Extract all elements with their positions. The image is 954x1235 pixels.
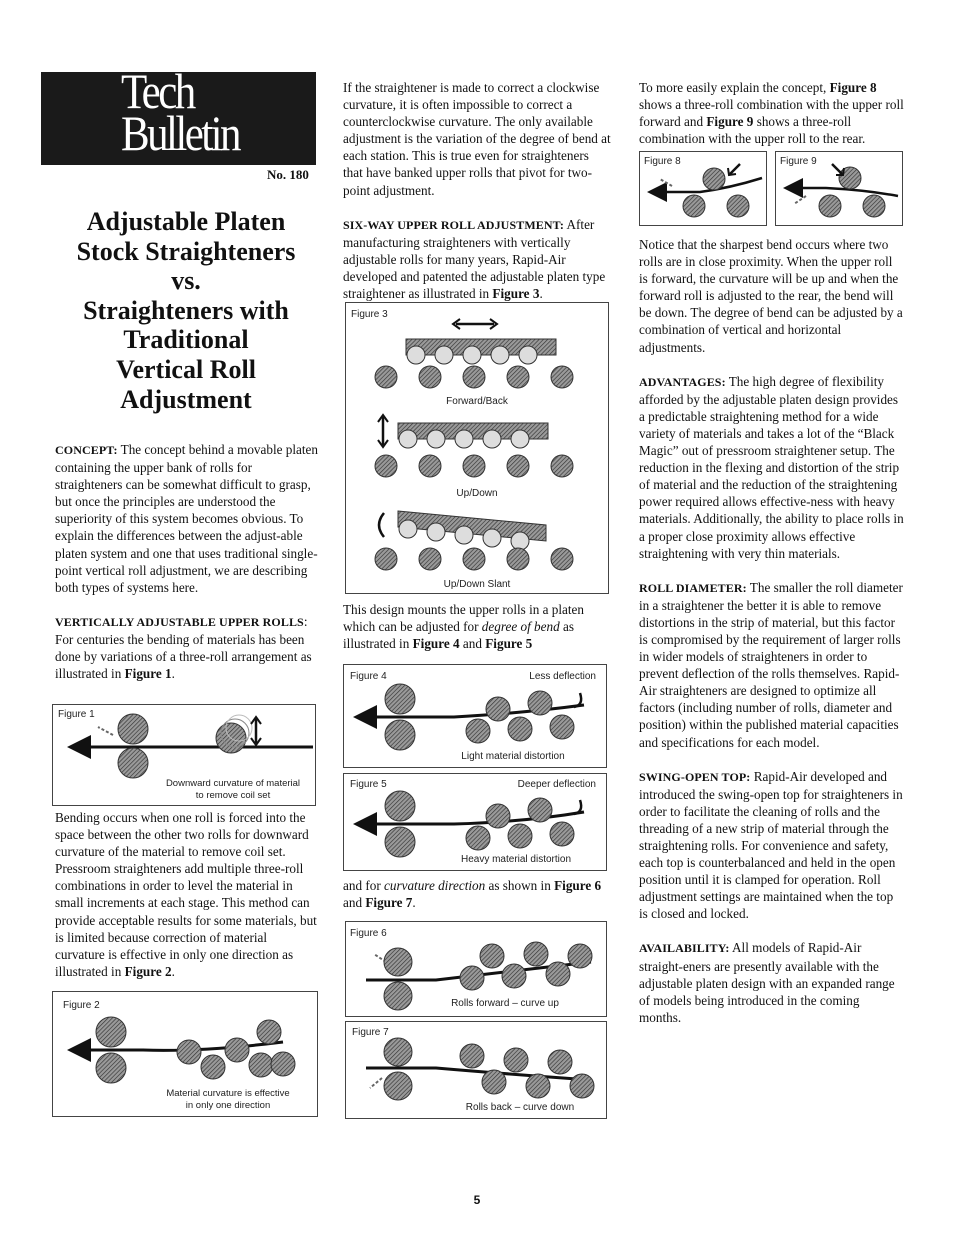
figure-2-label: Figure 2 — [63, 1000, 100, 1011]
page-number: 5 — [473, 1193, 481, 1207]
logo-line-2: Bulletin — [121, 105, 239, 161]
figure-4 — [343, 664, 607, 768]
title-line: vs. — [171, 266, 201, 296]
figure-1-label: Figure 1 — [58, 709, 95, 720]
column-1-lower — [55, 809, 320, 997]
title-line: Adjustment — [120, 384, 252, 414]
figure-6 — [345, 921, 607, 1017]
six-way-paragraph: SIX-WAY UPPER ROLL ADJUSTMENT: After manufacturing straighteners with vertically adjustable rolls for many years, Rapid-Air developed and patented the adjustable platen type straightener as illustrated in Figure 3. — [343, 216, 606, 302]
figure-8 — [639, 151, 767, 226]
column-2 — [343, 79, 611, 319]
figure-8-label: Figure 8 — [644, 156, 681, 167]
clockwise-paragraph: If the straightener is made to correct a clockwise curvature, it is often impossible to correct a counterclockwise curvature. The only available adjustment is the variation of the degree of bend at each station. This is true even for straighteners that have banked upper rolls that pivot for two-point adjustment. — [343, 80, 611, 198]
title-line: Straighteners with — [83, 295, 289, 325]
column-1 — [55, 441, 320, 699]
page-title — [55, 207, 317, 414]
title-line: Traditional — [123, 325, 249, 355]
bulletin-number: No. 180 — [267, 167, 309, 182]
availability-paragraph: AVAILABILITY: All models of Rapid-Air straight-eners are presently available with the adjustable platen design with an expanded range of models being introduced in the coming months. — [639, 940, 895, 1025]
tech-bulletin-logo — [41, 63, 316, 165]
figure-2-caption: Material curvature is effective in only one direction — [166, 1088, 290, 1111]
figure-6-label: Figure 6 — [350, 928, 387, 939]
title-line: Vertical Roll — [116, 354, 256, 384]
concept-paragraph: CONCEPT: The concept behind a movable platen containing the upper bank of rolls for straighteners can be somewhat difficult to grasp, but once the principles are understood the superiority of this system becomes obvious. To explain the differences between the adjust-able platen system and one that uses traditional single-point vertical roll adjustment, we are describing both types of systems here. — [55, 442, 319, 595]
figure-7-caption: Rolls back – curve down — [465, 1102, 575, 1113]
figure-9-label: Figure 9 — [780, 156, 817, 167]
figure-6-caption: Rolls forward – curve up — [451, 998, 559, 1009]
figure-5-caption: Heavy material distortion — [460, 854, 572, 865]
figure-4-top-note: Less deflection — [529, 671, 596, 682]
figure-5-top-note: Deeper deflection — [517, 779, 596, 790]
title-line: Stock Straighteners — [76, 236, 296, 266]
column-2-mid — [343, 601, 611, 669]
figure-5-label: Figure 5 — [350, 779, 387, 790]
vertical-rolls-paragraph: VERTICALLY ADJUSTABLE UPPER ROLLS: For centuries the bending of materials has been done by variations of a three-roll arrangement as illustrated in Figure 1. — [55, 613, 312, 682]
advantages-paragraph: ADVANTAGES: The high degree of flexibility afforded by the adjustable platen design provides a predictable straightening method for a wide variety of materials and takes a lot of the “Black Magic” out of pressroom straightener setup. The reduction in the flexing and distortion of the strip of material and the reduction of the straightening power required allows effective-ness with heavy materials. Additionally, the ability to place rolls in a proper close proximity allows effective straightening with very thin materials. — [639, 373, 904, 561]
concept-explain-paragraph: To more easily explain the concept, Figure 8 shows a three-roll combination with the upper roll forward and Figure 9 shows a three-roll combination with the upper roll to the rear. — [639, 80, 904, 147]
figure-1 — [52, 704, 316, 806]
design-paragraph: This design mounts the upper rolls in a platen which can be adjusted for degree of bend as illustrated in Figure 4 and Figure 5 — [343, 602, 585, 652]
figure-7-label: Figure 7 — [352, 1027, 389, 1038]
title-line: Adjustable Platen — [86, 207, 286, 236]
figure-3-label: Figure 3 — [351, 309, 388, 320]
figure-7 — [345, 1021, 607, 1119]
figure-3-caption-a: Forward/Back — [446, 396, 508, 407]
figure-3 — [345, 302, 609, 594]
figure-1-caption: Downward curvature of material to remove coil set — [165, 778, 301, 801]
figure-5 — [343, 773, 607, 871]
figure-9 — [775, 151, 903, 226]
figure-3-diagram — [346, 303, 610, 595]
figure-4-caption: Light material distortion — [461, 751, 565, 762]
figure-2 — [52, 991, 318, 1117]
bending-paragraph: Bending occurs when one roll is forced into the space between the other two rolls for downward curvature of the material to remove coil set. Pressroom straighteners add multiple three-roll combinations in order to level the material in small increments at each stage. This method can provide acceptable results for some materials, but is limited because correction of material curvature is effective in only one direction as illustrated in Figure 2. — [55, 810, 317, 979]
figure-3-caption-b: Up/Down — [456, 488, 498, 499]
logo-line-1: Tech — [121, 63, 194, 119]
figure-3-caption-c: Up/Down Slant — [443, 579, 511, 590]
roll-diameter-paragraph: ROLL DIAMETER: The smaller the roll diameter in a straightener the better it is able to remove distortions in the strip of material, but this factor is compromised by the requirement of larger rolls in wider models of straighteners in order to prevent deflection of the rolls themselves. Rapid-Air straighteners are designed to optimize all factors (including number of rolls, diameter and position) within the published material capacities and specifications for each model. — [639, 579, 903, 750]
curvature-paragraph: and for curvature direction as shown in Figure 6 and Figure 7. — [343, 878, 602, 911]
notice-paragraph: Notice that the sharpest bend occurs where two rolls are in close proximity. When the upper roll is forward, the curvature will be up and when the forward roll is adjusted to the rear, the bend will be down. The degree of bend can be adjusted by a combination of vertical and horizontal adjustments. — [639, 237, 903, 355]
figure-4-label: Figure 4 — [350, 671, 387, 682]
column-3-lower — [639, 236, 904, 1043]
swing-open-paragraph: SWING-OPEN TOP: Rapid-Air developed and introduced the swing-open top for straighteners in order to facilitate the cleaning of rolls and the threading of a new strip of material through the straightening rolls. For convenience and safety, each top is counterbalanced and held in the open position until it is clamped for operation. Roll adjustment settings are maintained when the top is closed and locked. — [639, 768, 903, 922]
